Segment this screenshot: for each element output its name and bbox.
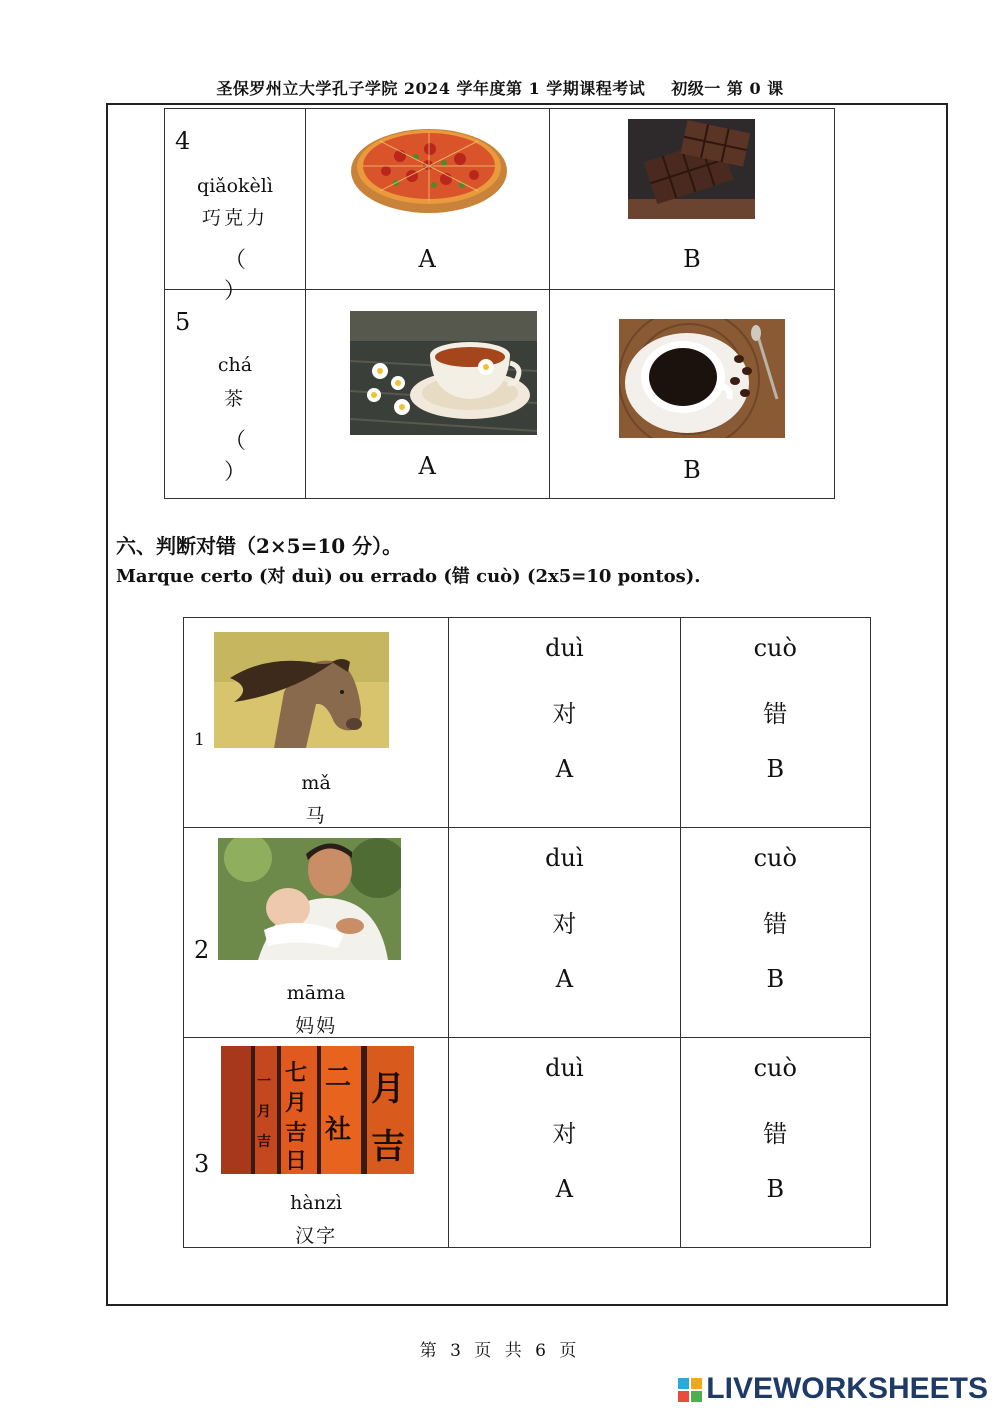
horse-image <box>214 632 389 748</box>
liveworksheets-logo[interactable] <box>678 1372 988 1410</box>
cuo-option: B <box>766 965 785 993</box>
option-a-cell[interactable] <box>305 290 549 499</box>
svg-text:日: 日 <box>285 1149 308 1174</box>
page-header <box>0 76 1000 99</box>
cuo-pinyin: cuò <box>753 844 797 872</box>
section-subtitle: Marque certo (对 duì) ou errado (错 cuò) (2x5=10 pontos). <box>116 566 701 587</box>
cuo-option: B <box>766 1175 785 1203</box>
matching-table <box>164 108 835 499</box>
table-row <box>184 828 871 1038</box>
question-cell <box>165 109 306 304</box>
question-pinyin: qiǎokèlì <box>197 175 273 197</box>
svg-text:二: 二 <box>325 1063 352 1093</box>
svg-text:一: 一 <box>257 1074 271 1090</box>
item-cell <box>184 618 449 828</box>
true-option-cell[interactable] <box>449 618 680 828</box>
table-row <box>165 290 835 499</box>
question-number: 5 <box>175 308 191 336</box>
father-with-baby-image <box>218 838 401 960</box>
false-option-cell[interactable] <box>680 618 870 828</box>
cuo-pinyin: cuò <box>753 1054 797 1082</box>
question-hanzi: 巧克力 <box>201 207 268 229</box>
tea-cup-image <box>350 311 537 435</box>
cuo-hanzi: 错 <box>763 1120 788 1148</box>
question-cell <box>165 290 306 499</box>
table-row <box>184 1038 871 1248</box>
option-a-cell[interactable] <box>305 109 549 290</box>
option-b-cell[interactable] <box>549 109 834 290</box>
coffee-cup-image <box>619 319 785 438</box>
dui-hanzi: 对 <box>552 910 577 938</box>
page-footer: 第 3 页 共 6 页 <box>419 1341 581 1361</box>
header-title: 圣保罗州立大学孔子学院 2024 学年度第 1 学期课程考试 <box>216 79 646 98</box>
table-row <box>165 109 835 290</box>
option-b-label: B <box>683 456 701 484</box>
svg-text:月: 月 <box>285 1091 308 1116</box>
section-title: 六、判断对错（2×5=10 分）。 <box>116 534 403 558</box>
dui-pinyin: duì <box>545 844 584 872</box>
option-b-label: B <box>683 245 701 273</box>
item-pinyin: mǎ <box>301 772 331 794</box>
question-pinyin: chá <box>217 354 253 376</box>
item-pinyin: hànzì <box>290 1192 343 1214</box>
option-a-label: A <box>418 245 436 273</box>
header-course: 初级一 第 0 课 <box>671 79 784 98</box>
item-hanzi: 妈妈 <box>295 1015 338 1037</box>
option-b-cell[interactable] <box>549 290 834 499</box>
item-hanzi: 汉字 <box>295 1225 338 1247</box>
true-option-cell[interactable] <box>449 1038 680 1248</box>
dui-option: A <box>555 965 574 993</box>
item-cell <box>184 1038 449 1248</box>
chinese-characters-image <box>221 1046 414 1174</box>
dui-hanzi: 对 <box>552 700 577 728</box>
dui-hanzi: 对 <box>552 1120 577 1148</box>
svg-text:吉: 吉 <box>285 1121 308 1146</box>
pizza-image <box>350 121 508 215</box>
dui-pinyin: duì <box>545 634 584 662</box>
item-hanzi: 马 <box>305 805 327 827</box>
dui-option: A <box>555 1175 574 1203</box>
item-number: 1 <box>194 730 205 750</box>
cuo-hanzi: 错 <box>763 910 788 938</box>
cuo-hanzi: 错 <box>763 700 788 728</box>
answer-blank[interactable]: （ ） <box>223 429 274 485</box>
question-number: 4 <box>175 127 191 155</box>
item-pinyin: māma <box>286 982 346 1004</box>
dui-pinyin: duì <box>545 1054 584 1082</box>
svg-text:吉: 吉 <box>371 1127 405 1167</box>
answer-blank[interactable]: （ ） <box>223 248 274 304</box>
item-cell <box>184 828 449 1038</box>
svg-text:月: 月 <box>371 1069 405 1109</box>
option-a-label: A <box>418 452 436 480</box>
item-number: 2 <box>194 936 210 964</box>
svg-text:月: 月 <box>257 1104 271 1120</box>
svg-text:吉: 吉 <box>257 1134 271 1150</box>
chocolate-image <box>628 119 755 219</box>
dui-option: A <box>555 755 574 783</box>
false-option-cell[interactable] <box>680 828 870 1038</box>
svg-text:七: 七 <box>285 1061 308 1086</box>
brand-name: LIVEWORKSHEETS <box>706 1372 988 1405</box>
true-false-table <box>183 617 871 1248</box>
item-number: 3 <box>194 1150 210 1178</box>
table-row <box>184 618 871 828</box>
cuo-option: B <box>766 755 785 783</box>
false-option-cell[interactable] <box>680 1038 870 1248</box>
cuo-pinyin: cuò <box>753 634 797 662</box>
svg-text:社: 社 <box>325 1115 352 1145</box>
liveworksheets-icon <box>678 1376 702 1410</box>
true-option-cell[interactable] <box>449 828 680 1038</box>
question-hanzi: 茶 <box>223 388 246 410</box>
